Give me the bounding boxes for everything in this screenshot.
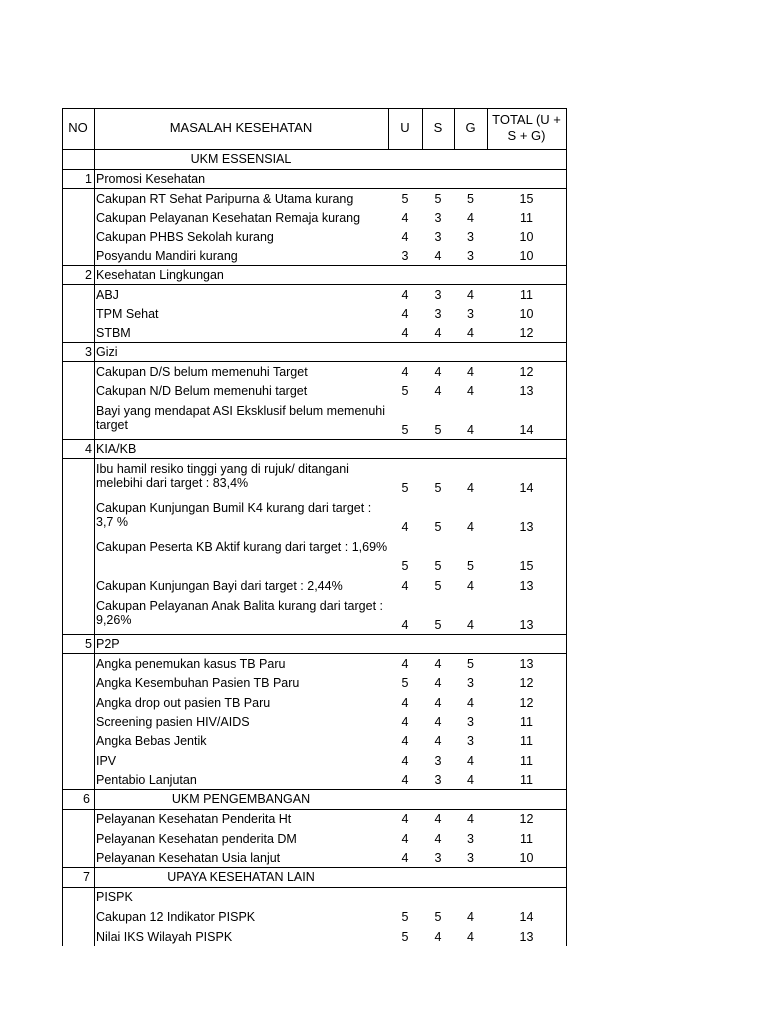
score-total: 14 [519, 423, 534, 437]
score-g: 3 [467, 676, 474, 690]
col-border-g [487, 108, 488, 149]
score-total: 13 [519, 930, 534, 944]
score-u: 4 [401, 307, 409, 321]
score-u: 4 [401, 288, 409, 302]
header-total: TOTAL (U + S + G) [492, 112, 561, 143]
score-g: 5 [467, 559, 474, 573]
score-s: 4 [434, 696, 442, 710]
row-no: 4 [85, 442, 92, 456]
score-u: 4 [401, 365, 409, 379]
item-label: Cakupan Kunjungan Bumil K4 kurang dari target : 3,7 % [96, 501, 372, 529]
section-title: UKM PENGEMBANGAN [171, 792, 311, 806]
row-divider [62, 284, 566, 285]
score-u: 5 [401, 192, 409, 206]
score-total: 14 [519, 481, 534, 495]
score-s: 5 [434, 423, 442, 437]
score-total: 11 [520, 211, 533, 225]
score-u: 4 [401, 211, 409, 225]
item-label: Pelayanan Kesehatan Penderita Ht [96, 812, 292, 826]
score-u: 4 [401, 715, 409, 729]
score-g: 5 [467, 192, 474, 206]
row-no: 2 [85, 268, 92, 282]
score-s: 4 [434, 832, 442, 846]
score-total: 15 [519, 559, 534, 573]
score-total: 11 [520, 715, 533, 729]
item-label: Cakupan RT Sehat Paripurna & Utama kurang [96, 192, 354, 206]
score-s: 3 [434, 230, 442, 244]
score-g: 4 [467, 910, 474, 924]
score-s: 5 [434, 579, 442, 593]
col-border-left [62, 108, 63, 946]
score-u: 4 [401, 773, 409, 787]
row-no: 5 [85, 637, 92, 651]
item-label: Screening pasien HIV/AIDS [96, 715, 250, 729]
item-label: Cakupan D/S belum memenuhi Target [96, 365, 308, 379]
item-label: Pelayanan Kesehatan penderita DM [96, 832, 297, 846]
score-u: 4 [401, 812, 409, 826]
score-g: 4 [467, 288, 474, 302]
row-no: 7 [83, 870, 90, 884]
group-title: P2P [96, 637, 120, 651]
score-g: 4 [467, 812, 474, 826]
score-s: 4 [434, 365, 442, 379]
item-label: STBM [96, 326, 131, 340]
score-u: 4 [401, 326, 409, 340]
col-border-u [422, 108, 423, 149]
item-label: Posyandu Mandiri kurang [96, 249, 238, 263]
item-label: ABJ [96, 288, 119, 302]
score-s: 5 [434, 192, 442, 206]
item-label: Angka drop out pasien TB Paru [96, 696, 271, 710]
score-total: 12 [519, 676, 534, 690]
score-u: 5 [401, 481, 409, 495]
item-label: Pentabio Lanjutan [96, 773, 197, 787]
row-divider [62, 361, 566, 362]
score-s: 3 [434, 288, 442, 302]
row-no: 3 [85, 345, 92, 359]
score-s: 4 [434, 930, 442, 944]
score-g: 4 [467, 520, 474, 534]
item-label: Cakupan Peserta KB Aktif kurang dari target : 1,69% [96, 540, 388, 554]
section-title: UPAYA KESEHATAN LAIN [167, 870, 315, 884]
score-u: 4 [401, 851, 409, 865]
score-g: 3 [467, 832, 474, 846]
score-s: 4 [434, 734, 442, 748]
score-u: 4 [401, 754, 409, 768]
score-u: 5 [401, 384, 409, 398]
group-title: Kesehatan Lingkungan [96, 268, 224, 282]
score-s: 3 [434, 754, 442, 768]
header-s: S [433, 120, 443, 135]
score-u: 5 [401, 910, 409, 924]
score-u: 4 [401, 618, 409, 632]
score-g: 3 [467, 715, 474, 729]
item-label: Angka Kesembuhan Pasien TB Paru [96, 676, 300, 690]
score-u: 4 [401, 579, 409, 593]
score-s: 3 [434, 773, 442, 787]
score-s: 4 [434, 326, 442, 340]
score-s: 3 [434, 307, 442, 321]
score-g: 3 [467, 851, 474, 865]
score-u: 4 [401, 696, 409, 710]
score-total: 12 [519, 812, 534, 826]
score-g: 3 [467, 230, 474, 244]
score-g: 4 [467, 773, 474, 787]
score-total: 10 [519, 230, 534, 244]
group-title: Promosi Kesehatan [96, 172, 206, 186]
table-top-border [62, 108, 566, 109]
score-u: 4 [401, 657, 409, 671]
score-s: 4 [434, 812, 442, 826]
score-u: 3 [401, 249, 409, 263]
row-divider [62, 458, 566, 459]
row-divider [62, 634, 566, 635]
score-total: 10 [519, 249, 534, 263]
health-priority-table [62, 108, 566, 946]
item-label: Cakupan Pelayanan Anak Balita kurang dari target : 9,26% [96, 599, 383, 627]
item-label: TPM Sehat [96, 307, 159, 321]
score-total: 10 [519, 307, 534, 321]
item-label: Cakupan PHBS Sekolah kurang [96, 230, 274, 244]
score-g: 5 [467, 657, 474, 671]
score-total: 12 [519, 696, 534, 710]
score-g: 4 [467, 618, 474, 632]
row-divider [62, 169, 566, 170]
item-label: Nilai IKS Wilayah PISPK [96, 930, 233, 944]
item-label: Angka Bebas Jentik [96, 734, 207, 748]
score-total: 14 [519, 910, 534, 924]
score-s: 3 [434, 211, 442, 225]
score-u: 4 [401, 520, 409, 534]
row-divider [62, 439, 566, 440]
score-g: 4 [467, 579, 474, 593]
score-u: 4 [401, 230, 409, 244]
score-total: 13 [519, 520, 534, 534]
score-total: 13 [519, 579, 534, 593]
header-bottom-border [62, 149, 566, 150]
col-border-no [94, 108, 95, 946]
score-total: 15 [519, 192, 534, 206]
score-total: 11 [520, 734, 533, 748]
score-total: 12 [519, 365, 534, 379]
score-s: 4 [434, 384, 442, 398]
score-s: 5 [434, 520, 442, 534]
row-divider [62, 867, 566, 868]
score-u: 4 [401, 832, 409, 846]
row-no: 1 [85, 172, 92, 186]
score-u: 5 [401, 676, 409, 690]
score-s: 5 [434, 910, 442, 924]
score-s: 4 [434, 715, 442, 729]
score-g: 4 [467, 481, 474, 495]
score-g: 3 [467, 249, 474, 263]
score-s: 4 [434, 676, 442, 690]
score-g: 4 [467, 365, 474, 379]
score-u: 4 [401, 734, 409, 748]
score-g: 4 [467, 384, 474, 398]
score-total: 11 [520, 754, 533, 768]
score-g: 3 [467, 307, 474, 321]
row-divider [62, 342, 566, 343]
score-total: 13 [519, 384, 534, 398]
row-divider [62, 653, 566, 654]
score-s: 4 [434, 657, 442, 671]
group-title: KIA/KB [96, 442, 137, 456]
row-divider [62, 789, 566, 790]
group-title: Gizi [96, 345, 118, 359]
score-g: 3 [467, 734, 474, 748]
item-label: Cakupan 12 Indikator PISPK [96, 910, 256, 924]
header-masalah: MASALAH KESEHATAN [169, 120, 313, 135]
score-g: 4 [467, 326, 474, 340]
item-label: IPV [96, 754, 117, 768]
item-label: Cakupan N/D Belum memenuhi target [96, 384, 308, 398]
score-total: 10 [519, 851, 534, 865]
row-divider [62, 887, 566, 888]
score-u: 5 [401, 930, 409, 944]
item-label: Pelayanan Kesehatan Usia lanjut [96, 851, 281, 865]
section-title: UKM ESSENSIAL [190, 152, 292, 166]
item-label: Bayi yang mendapat ASI Eksklusif belum memenuhi target [96, 404, 386, 432]
row-divider [62, 809, 566, 810]
score-s: 5 [434, 559, 442, 573]
item-label: Cakupan Kunjungan Bayi dari target : 2,44% [96, 579, 343, 593]
score-s: 5 [434, 481, 442, 495]
score-g: 4 [467, 930, 474, 944]
header-u: U [400, 120, 410, 135]
score-u: 5 [401, 559, 409, 573]
item-label: Cakupan Pelayanan Kesehatan Remaja kurang [96, 211, 361, 225]
subhead-title: PISPK [96, 890, 133, 904]
col-border-s [454, 108, 455, 149]
score-g: 4 [467, 423, 474, 437]
score-total: 13 [519, 657, 534, 671]
score-total: 12 [519, 326, 534, 340]
item-label: Angka penemukan kasus TB Paru [96, 657, 286, 671]
score-total: 11 [520, 288, 533, 302]
score-total: 13 [519, 618, 534, 632]
row-divider [62, 265, 566, 266]
score-u: 5 [401, 423, 409, 437]
score-g: 4 [467, 696, 474, 710]
col-border-right [566, 108, 567, 946]
score-total: 11 [520, 832, 533, 846]
score-g: 4 [467, 754, 474, 768]
score-s: 4 [434, 249, 442, 263]
score-s: 3 [434, 851, 442, 865]
row-divider [62, 188, 566, 189]
header-g: G [465, 120, 476, 135]
score-g: 4 [467, 211, 474, 225]
item-label: Ibu hamil resiko tinggi yang di rujuk/ ditangani melebihi dari target : 83,4% [96, 462, 349, 490]
header-no: NO [68, 120, 88, 135]
row-no: 6 [83, 792, 90, 806]
score-s: 5 [434, 618, 442, 632]
score-total: 11 [520, 773, 533, 787]
col-border-masalah [388, 108, 389, 149]
